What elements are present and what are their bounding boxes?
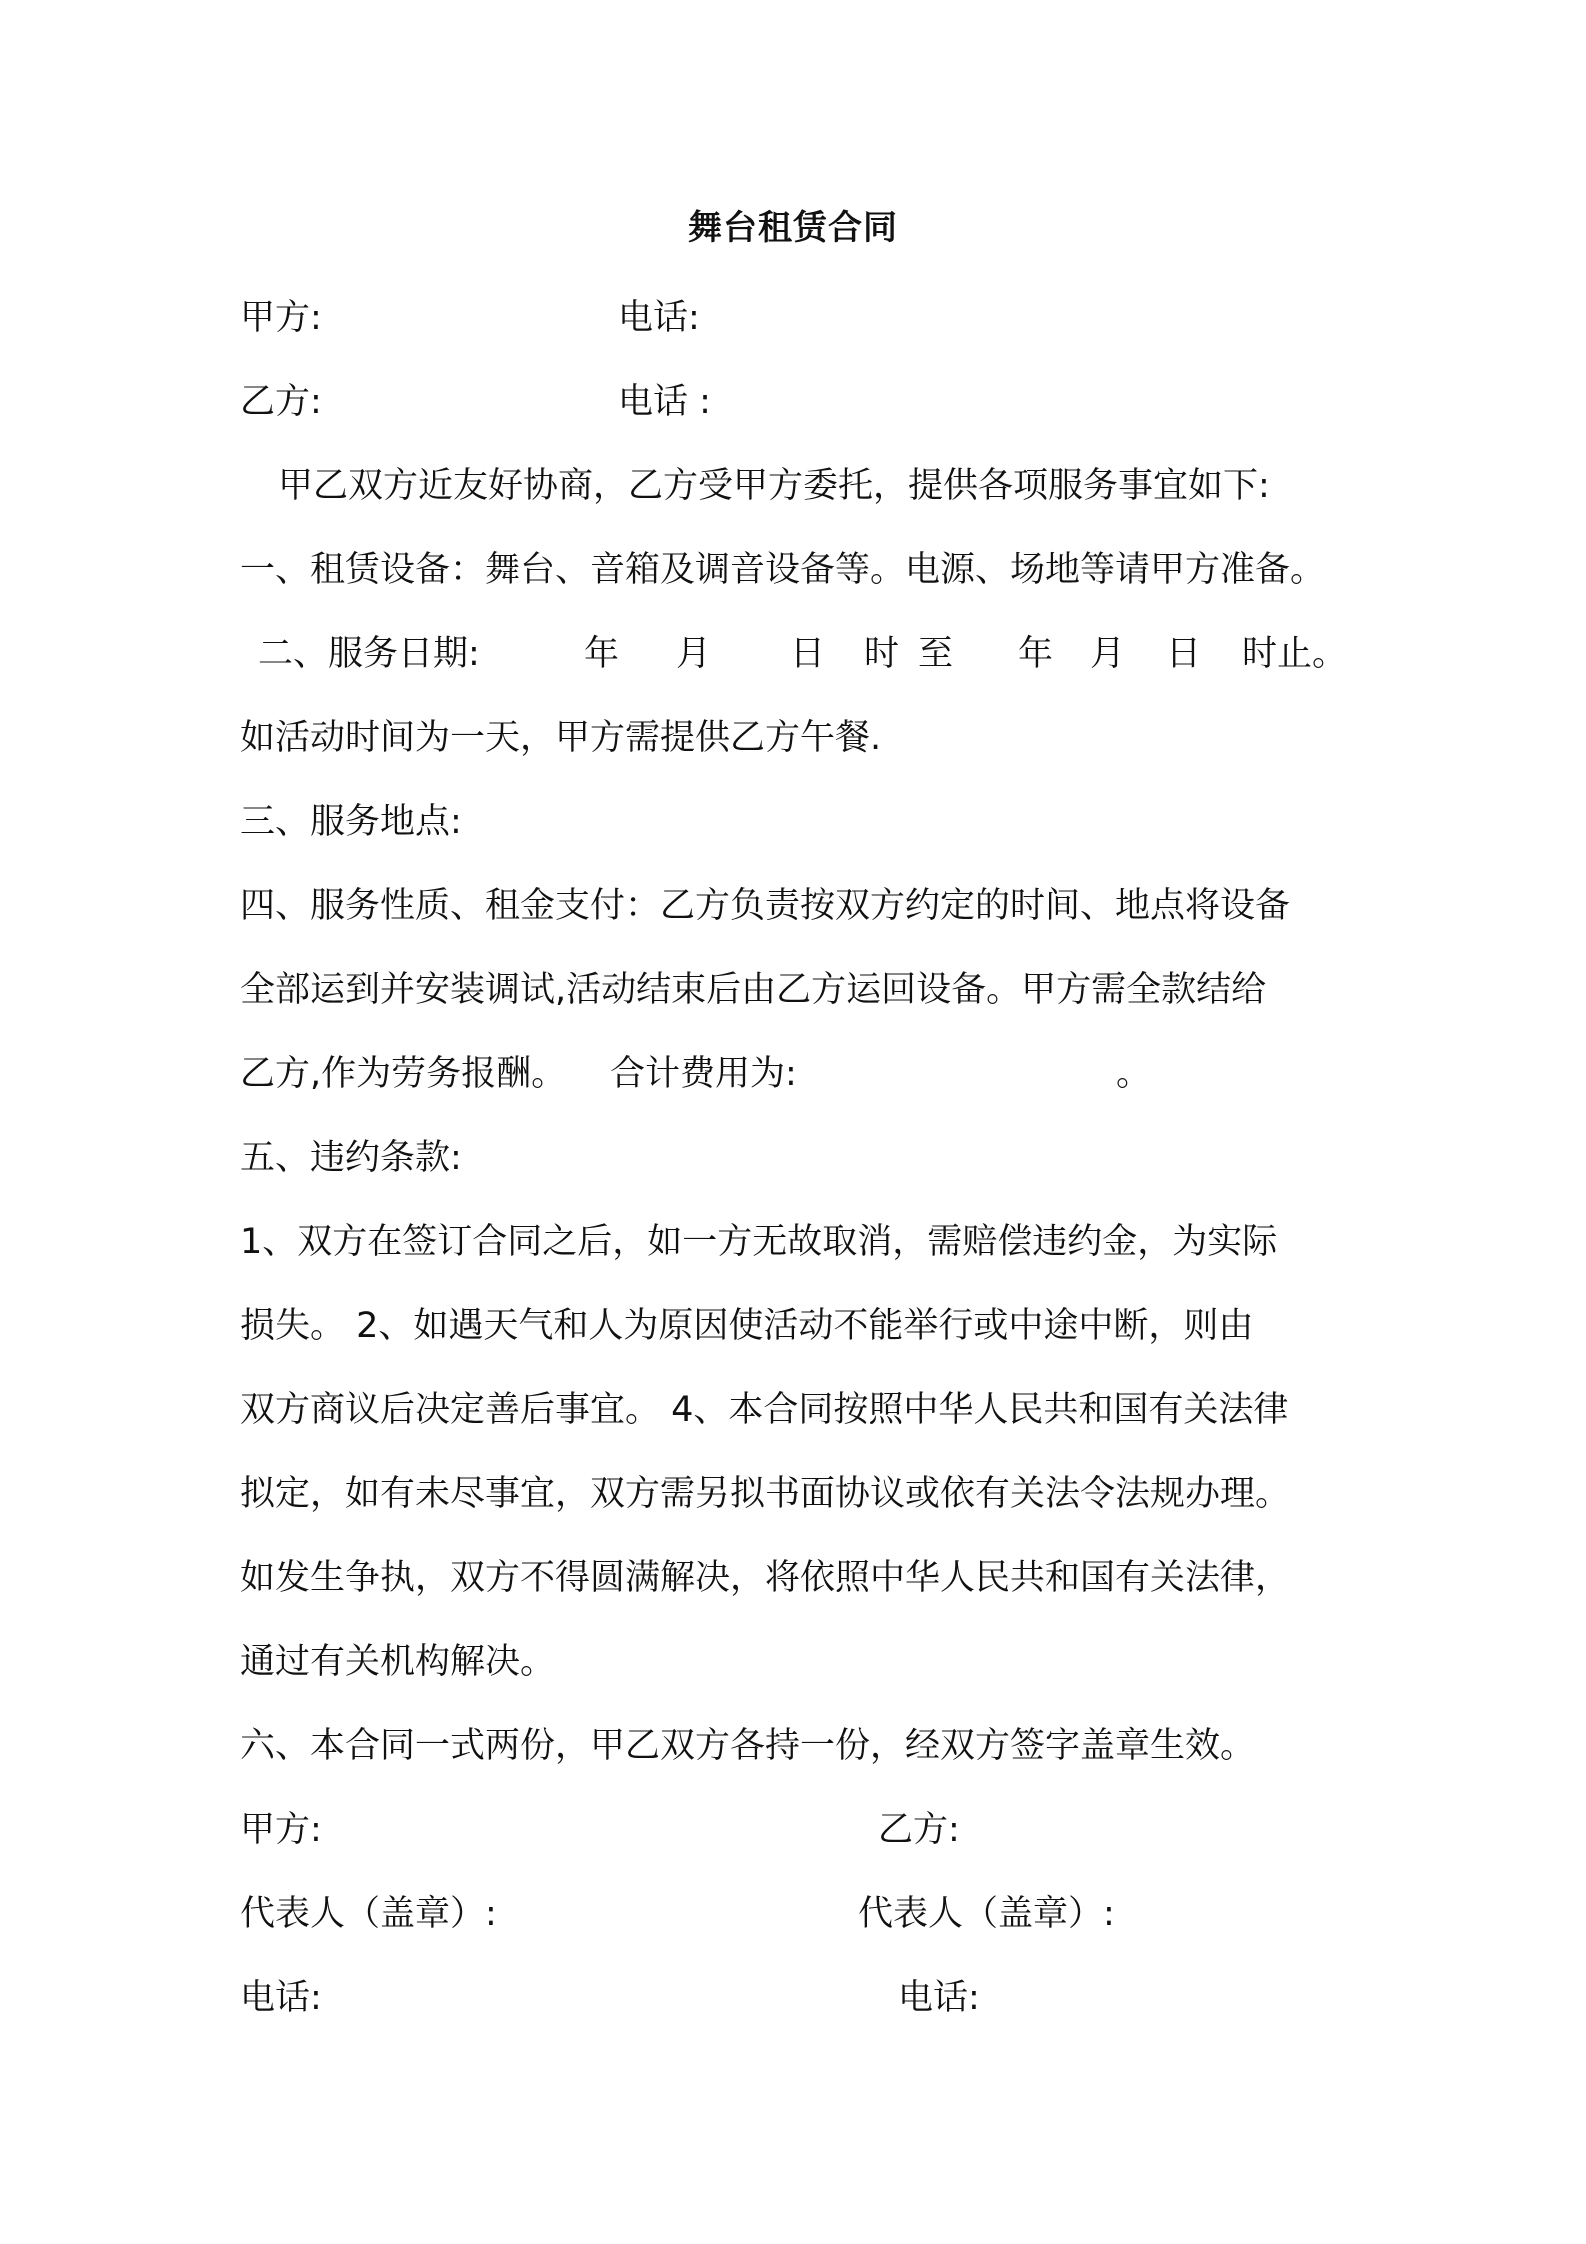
clause-5-line: 双方商议后决定善后事宜。 4、本合同按照中华人民共和国有关法律 (240, 1390, 1289, 1430)
clause-6: 六、本合同一式两份，甲乙双方各持一份，经双方签字盖章生效。 (240, 1726, 1256, 1766)
clause-1: 一、租赁设备：舞台、音箱及调音设备等。电源、场地等请甲方准备。 (240, 550, 1326, 590)
total-fee-end: 。 (1116, 1054, 1152, 1094)
clause-5-title: 五、违约条款: (240, 1138, 462, 1178)
clause-5-line: 通过有关机构解决。 (240, 1642, 556, 1682)
clause-3: 三、服务地点: (240, 802, 462, 842)
clause-5-line: 拟定，如有未尽事宜，双方需另拟书面协议或依有关法令法规办理。 (240, 1474, 1291, 1514)
signature-phone-b: 电话: (898, 1978, 980, 2018)
date-month-1: 月 (676, 634, 712, 674)
clause-5-line: 1、双方在签订合同之后，如一方无故取消，需赔偿违约金，为实际 (240, 1222, 1278, 1262)
date-month-2: 月 (1090, 634, 1126, 674)
clause-2-label: 二、服务日期: (258, 634, 480, 674)
signature-phone-a: 电话: (240, 1978, 322, 2018)
signature-party-b: 乙方: (878, 1810, 960, 1850)
party-b-phone-label: 电话 : (618, 382, 711, 422)
date-day-1: 日 (790, 634, 826, 674)
party-a-phone-label: 电话: (618, 298, 700, 338)
signature-rep-a: 代表人（盖章）: (240, 1894, 497, 1934)
clause-2-note: 如活动时间为一天，甲方需提供乙方午餐. (240, 718, 882, 758)
clause-5-line: 损失。 2、如遇天气和人为原因使活动不能举行或中途中断，则由 (240, 1306, 1254, 1346)
date-hour-end: 时止。 (1242, 634, 1348, 674)
date-hour-1: 时 (864, 634, 900, 674)
clause-4-line-2: 全部运到并安装调试,活动结束后由乙方运回设备。甲方需全款结给 (240, 970, 1267, 1010)
clause-5-line: 如发生争执，双方不得圆满解决，将依照中华人民共和国有关法律， (240, 1558, 1291, 1598)
party-a-label: 甲方: (240, 298, 322, 338)
clause-4-line-1: 四、服务性质、租金支付：乙方负责按双方约定的时间、地点将设备 (240, 886, 1291, 926)
party-b-label: 乙方: (240, 382, 322, 422)
clause-4-remuneration: 乙方,作为劳务报酬。 (240, 1054, 567, 1094)
date-year-1: 年 (584, 634, 620, 674)
intro-text: 甲乙双方近友好协商，乙方受甲方委托，提供各项服务事宜如下: (278, 466, 1270, 506)
signature-rep-b: 代表人（盖章）: (858, 1894, 1115, 1934)
signature-party-a: 甲方: (240, 1810, 322, 1850)
date-to: 至 (918, 634, 954, 674)
date-year-2: 年 (1018, 634, 1054, 674)
document-title: 舞台租赁合同 (688, 208, 898, 248)
date-day-2: 日 (1166, 634, 1202, 674)
total-fee-label: 合计费用为: (610, 1054, 797, 1094)
